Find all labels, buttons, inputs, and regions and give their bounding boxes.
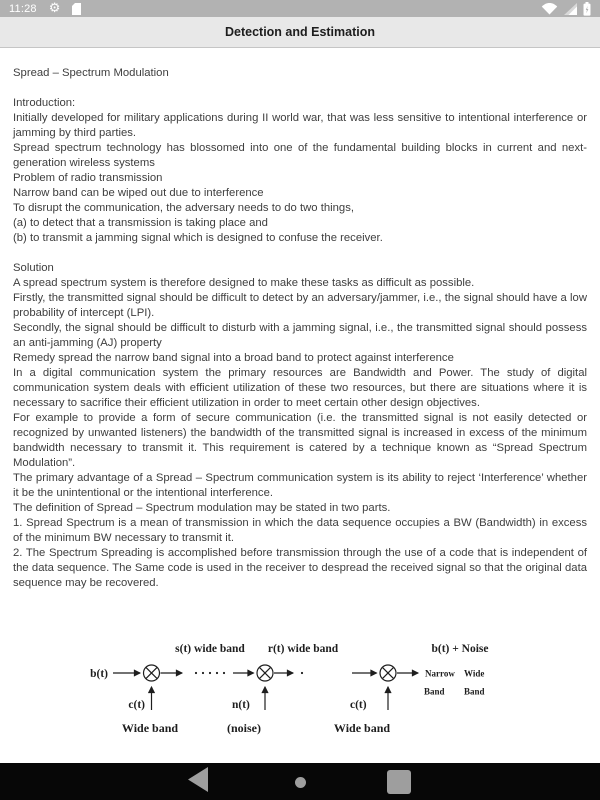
document-paragraph: Secondly, the signal should be difficult to disturb with a jamming signal, i.e., the transmitted signal should possess an anti-jamming (AJ) property [13,322,587,349]
signal-strength-icon [564,3,577,15]
navigation-bar [0,763,600,800]
document-paragraph: Spread – Spectrum Modulation [13,67,169,79]
document-paragraph: Firstly, the transmitted signal should be difficult to detect by an adversary/jammer, i.e., the signal should have a low probability of intercept (LPI). [13,292,587,319]
document-paragraph: The definition of Spread – Spectrum modulation may be stated in two parts. [13,502,391,514]
diagram-label-wide: Wide [464,668,485,679]
wifi-icon [541,3,558,15]
document-paragraph: 2. The Spectrum Spreading is accomplished before transmission through the use of a code that is independent of the data sequence. The Same code is used in the receiver to despread the received signal so that the original data sequence may be recovered. [13,547,587,589]
diagram-label-wide-band: Band [464,686,485,697]
diagram-label-c2: c(t) [350,699,367,711]
diagram-label-c1-wideband: Wide band [121,721,179,735]
document-paragraph: Initially developed for military applications during II world war, that was less sensitive to intentional interference or jamming by third parties. [13,112,587,139]
diagram-label-bt: b(t) [90,668,108,680]
document-paragraph: 1. Spread Spectrum is a mean of transmission in which the data sequence occupies a BW (Bandwidth) in excess of the minimum BW necessary to transmit it. [13,517,587,544]
diagram-label-c2-wideband: Wide band [333,721,391,735]
home-button[interactable] [294,776,306,788]
back-icon [188,767,208,797]
status-time: 11:28 [9,2,37,15]
document-paragraph [13,81,587,96]
app-header [0,17,600,48]
diagram-label-narrow-band: Band [424,686,445,697]
document-paragraph: To disrupt the communication, the adversary needs to do two things, [13,202,354,214]
document-paragraph: In a digital communication system the primary resources are Bandwidth and Power. The study of digital communication system deals with efficient utilization of these two resources, but there are situations where it is necessary to sacrifice their efficient utilization in order to meet certain other design objectives. [13,367,587,409]
diagram-label-noise: (noise) [227,721,261,735]
document-paragraph: Narrow band can be wiped out due to interference [13,187,264,199]
multiplier-node [144,665,160,681]
diagram-label-narrow: Narrow [425,668,455,679]
sd-card-icon [72,3,81,15]
document-paragraph: For example to provide a form of secure communication (i.e. the transmitted signal is not easily detected or recognized by unwanted listeners) the bandwidth of the transmitted signal is increased in excess of the minimum bandwidth necessary to transmit it. This requirement is catered by a technique known as “Spread Spectrum Modulation”. [13,412,587,469]
document-paragraph [13,246,587,261]
document-paragraph: Problem of radio transmission [13,172,163,184]
document-paragraph: Remedy spread the narrow band signal into a broad band to protect against interference [13,352,454,364]
diagram-label-rt-wideband: r(t) wide band [267,643,339,655]
document-paragraph: Spread spectrum technology has blossomed into one of the fundamental building blocks in current and next-generation wireless systems [13,142,587,169]
document-paragraph: Solution [13,262,54,274]
home-icon [295,777,306,788]
multiplier-node [257,665,273,681]
document-paragraph: (a) to detect that a transmission is taking place and [13,217,268,229]
multiplier-node [380,665,396,681]
document-paragraph: A spread spectrum system is therefore designed to make these tasks as difficult as possible. [13,277,475,289]
recents-button[interactable] [387,770,411,794]
status-bar [0,0,600,17]
settings-icon: ⚙ [48,1,61,16]
diagram-label-st-wideband: s(t) wide band [175,643,245,655]
document-paragraph: (b) to transmit a jamming signal which is designed to confuse the receiver. [13,232,383,244]
diagram-label-n: n(t) [232,699,250,711]
diagram-label-c1: c(t) [128,699,145,711]
battery-icon [583,2,591,16]
document-paragraph: Introduction: [13,97,76,109]
diagram-label-bt-noise: b(t) + Noise [431,643,489,655]
page-title: Detection and Estimation [224,25,376,39]
document-paragraph: The primary advantage of a Spread – Spectrum communication system is its ability to reject ‘Interference’ whether it be the unintentional or the intentional interference. [13,472,587,499]
spread-spectrum-diagram [0,640,600,740]
back-button[interactable] [186,769,210,794]
recents-icon [387,770,411,794]
